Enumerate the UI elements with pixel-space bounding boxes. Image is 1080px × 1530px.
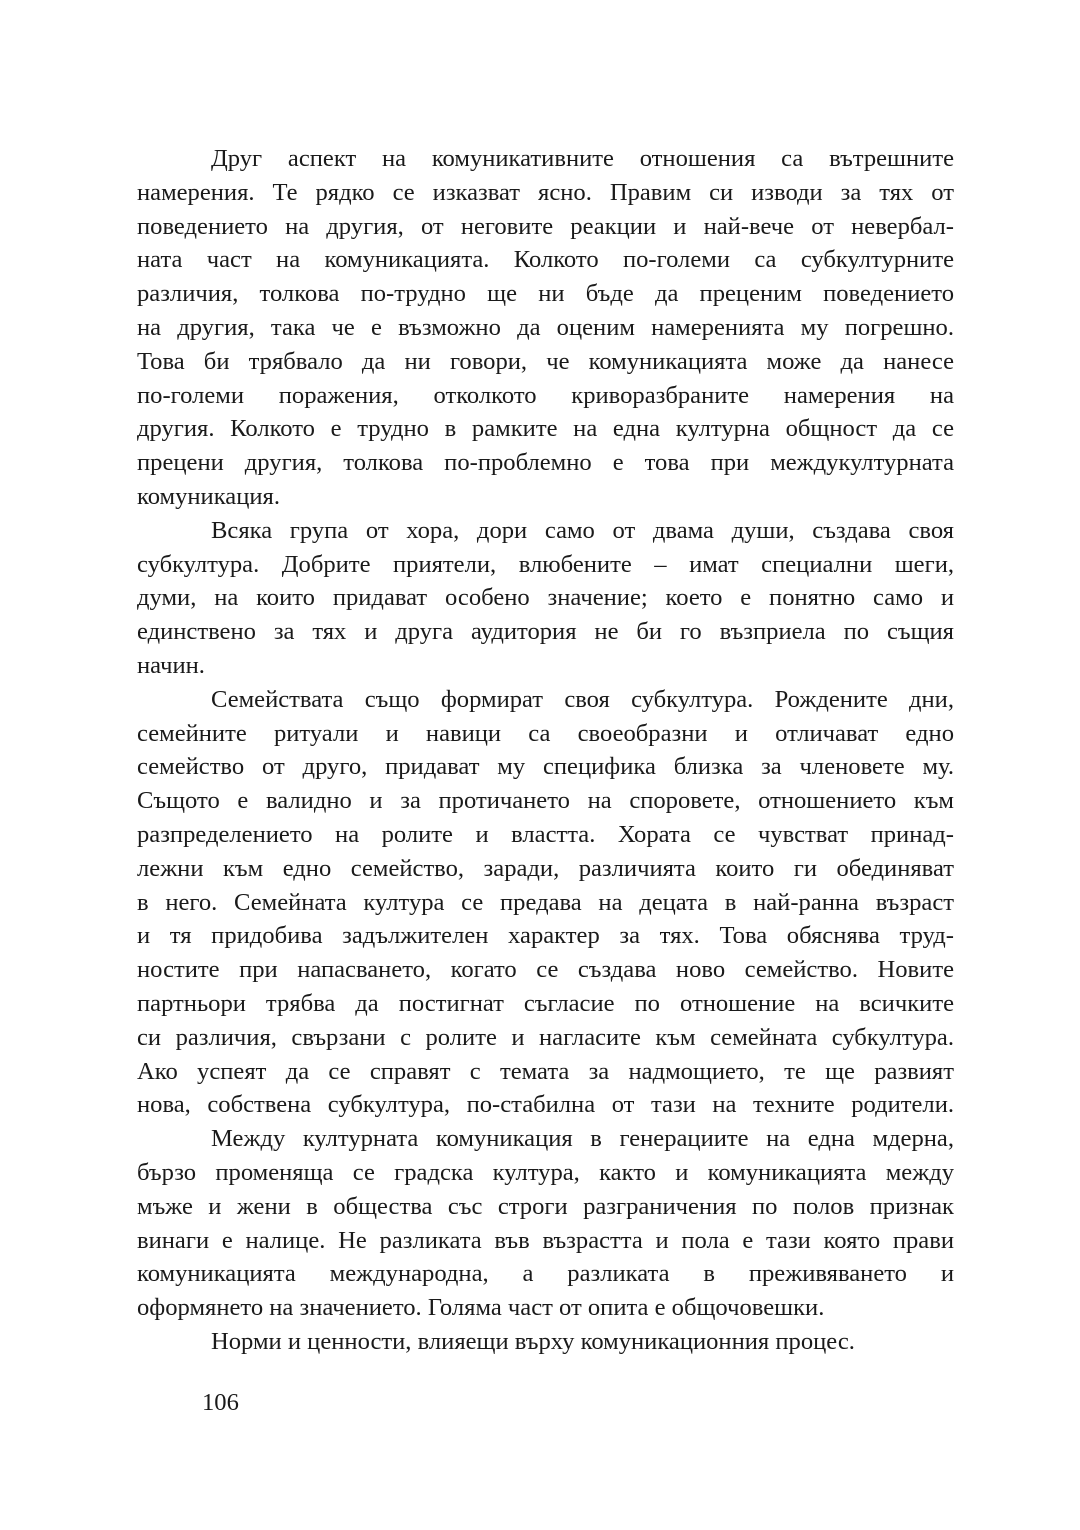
text-line: разпределението на ролите и властта. Хората се чувстват принад- xyxy=(137,820,954,848)
text-line: си различия, свързани с ролите и нагласите към семейната субкултура. xyxy=(137,1023,954,1051)
text-line: ностите при напасването, когато се създава ново семейство. Новите xyxy=(137,956,954,984)
text-line: и тя придобива задължителен характер за тях. Това обяснява труд- xyxy=(137,922,954,950)
text-line: в него. Семейната култура се предава на децата в най-ранна възраст xyxy=(137,888,954,916)
text-line: лежни към едно семейство, заради, различията които ги обединяват xyxy=(137,854,954,882)
text-line: партньори трябва да постигнат съгласие по отношение на всичките xyxy=(137,989,954,1017)
text-line: Семействата също формират своя субкултура. Рождените дни, xyxy=(211,685,954,713)
text-line: Друг аспект на комуникативните отношения са вътрешните xyxy=(211,145,954,172)
text-line: намерения. Те рядко се изказват ясно. Правим си изводи за тях от xyxy=(137,178,954,206)
text-line: начин. xyxy=(137,651,205,679)
text-line: бързо променяща се градска култура, както и комуникацията между xyxy=(137,1158,954,1186)
text-line: по-големи поражения, отколкото криворазбраните намерения на xyxy=(137,381,954,409)
text-line: Ако успеят да се справят с темата за надмощието, те ще развият xyxy=(137,1057,954,1085)
text-line: Между културната комуникация в генерациите на една мдерна, xyxy=(211,1125,954,1153)
text-line: семейните ритуали и навици са своеобразни и отличават едно xyxy=(137,719,954,747)
text-line: Всяка група от хора, дори само от двама души, създава своя xyxy=(211,516,954,544)
paragraph xyxy=(137,1122,954,1325)
text-line: поведението на другия, от неговите реакции и най-вече от невербал- xyxy=(137,212,954,240)
text-line: оформянето на значението. Голяма част от опита е общочовешки. xyxy=(137,1294,825,1322)
page-number: 106 xyxy=(202,1389,239,1416)
text-line: комуникацията международна, а разликата в преживяването и xyxy=(137,1260,954,1288)
text-line: комуникация. xyxy=(137,482,280,510)
paragraph xyxy=(137,683,954,1122)
text-line: семейство от друго, придават му специфика близка за членовете му. xyxy=(137,753,954,781)
text-line: на другия, така че е възможно да оценим намеренията му погрешно. xyxy=(137,313,954,341)
paragraph xyxy=(137,1325,954,1359)
text-line: нова, собствена субкултура, по-стабилна от тази на техните родители. xyxy=(137,1091,954,1119)
text-line: различия, толкова по-трудно ще ни бъде да преценим поведението xyxy=(137,280,954,308)
paragraph xyxy=(137,514,954,683)
text-line: Това би трябвало да ни говори, че комуникацията може да нанесе xyxy=(137,347,954,375)
text-line: мъже и жени в общества със строги разграничения по полов признак xyxy=(137,1192,954,1220)
text-line: прецени другия, толкова по-проблемно е това при междукултурната xyxy=(137,449,954,477)
text-line: другия. Колкото е трудно в рамките на една културна общност да се xyxy=(137,415,954,443)
text-line: Същото е валидно и за протичането на споровете, отношението към xyxy=(137,787,954,815)
paragraph xyxy=(137,142,954,514)
text-line: думи, на които придават особено значение; което е понятно само и xyxy=(137,584,954,612)
text-line: ната част на комуникацията. Колкото по-големи са субкултурните xyxy=(137,246,954,274)
text-line: винаги е налице. Не разликата във възрастта и пола е тази която прави xyxy=(137,1226,954,1254)
text-line: Норми и ценности, влияещи върху комуникационния процес. xyxy=(211,1327,855,1355)
body-text xyxy=(137,142,954,1359)
text-line: единствено за тях и друга аудитория не би го възприела по същия xyxy=(137,618,954,646)
text-line: субкултура. Добрите приятели, влюбените – имат специални шеги, xyxy=(137,550,954,578)
